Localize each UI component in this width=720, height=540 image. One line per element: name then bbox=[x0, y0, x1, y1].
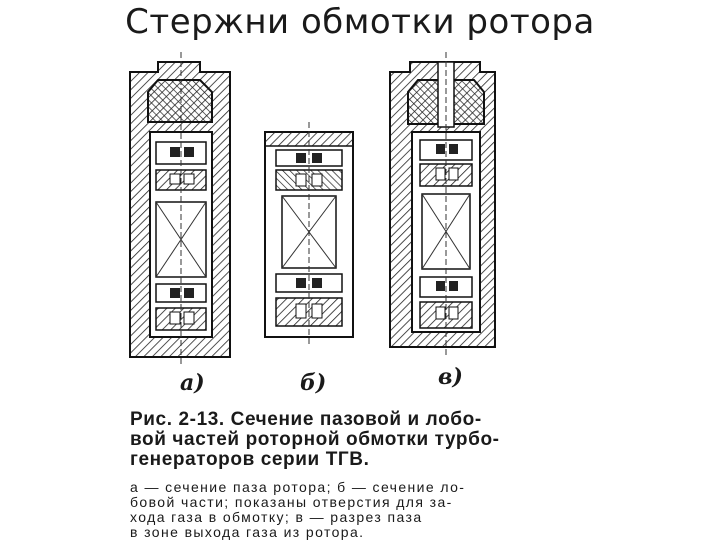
section-a-drawing bbox=[130, 52, 230, 367]
caption-description-line: а — сечение паза ротора; б — сечение ло- bbox=[130, 479, 466, 495]
caption-description-line: в зоне выхода газа из ротора. bbox=[130, 524, 365, 540]
caption-heading-line: Рис. 2-13. Сечение пазовой и лобо- bbox=[130, 409, 482, 430]
caption-heading-line: вой частей роторной обмотки турбо- bbox=[130, 429, 500, 450]
section-c-drawing bbox=[390, 52, 495, 357]
figure-caption bbox=[130, 410, 570, 540]
section-c-label: в) bbox=[438, 364, 463, 390]
section-a-label: а) bbox=[180, 370, 205, 396]
caption-heading bbox=[130, 410, 570, 470]
caption-description bbox=[130, 480, 570, 540]
caption-description-line: хода газа в обмотку; в — разрез паза bbox=[130, 509, 423, 525]
section-b-drawing bbox=[265, 122, 353, 347]
slide-title: Стержни обмотки ротора bbox=[125, 2, 595, 42]
rotor-bar-figure bbox=[100, 52, 640, 397]
caption-description-line: бовой части; показаны отверстия для за- bbox=[130, 494, 453, 510]
section-b-label: б) bbox=[300, 370, 327, 396]
caption-heading-line: генераторов серии ТГВ. bbox=[130, 449, 370, 470]
slot-cross-section-drawing bbox=[100, 52, 640, 397]
